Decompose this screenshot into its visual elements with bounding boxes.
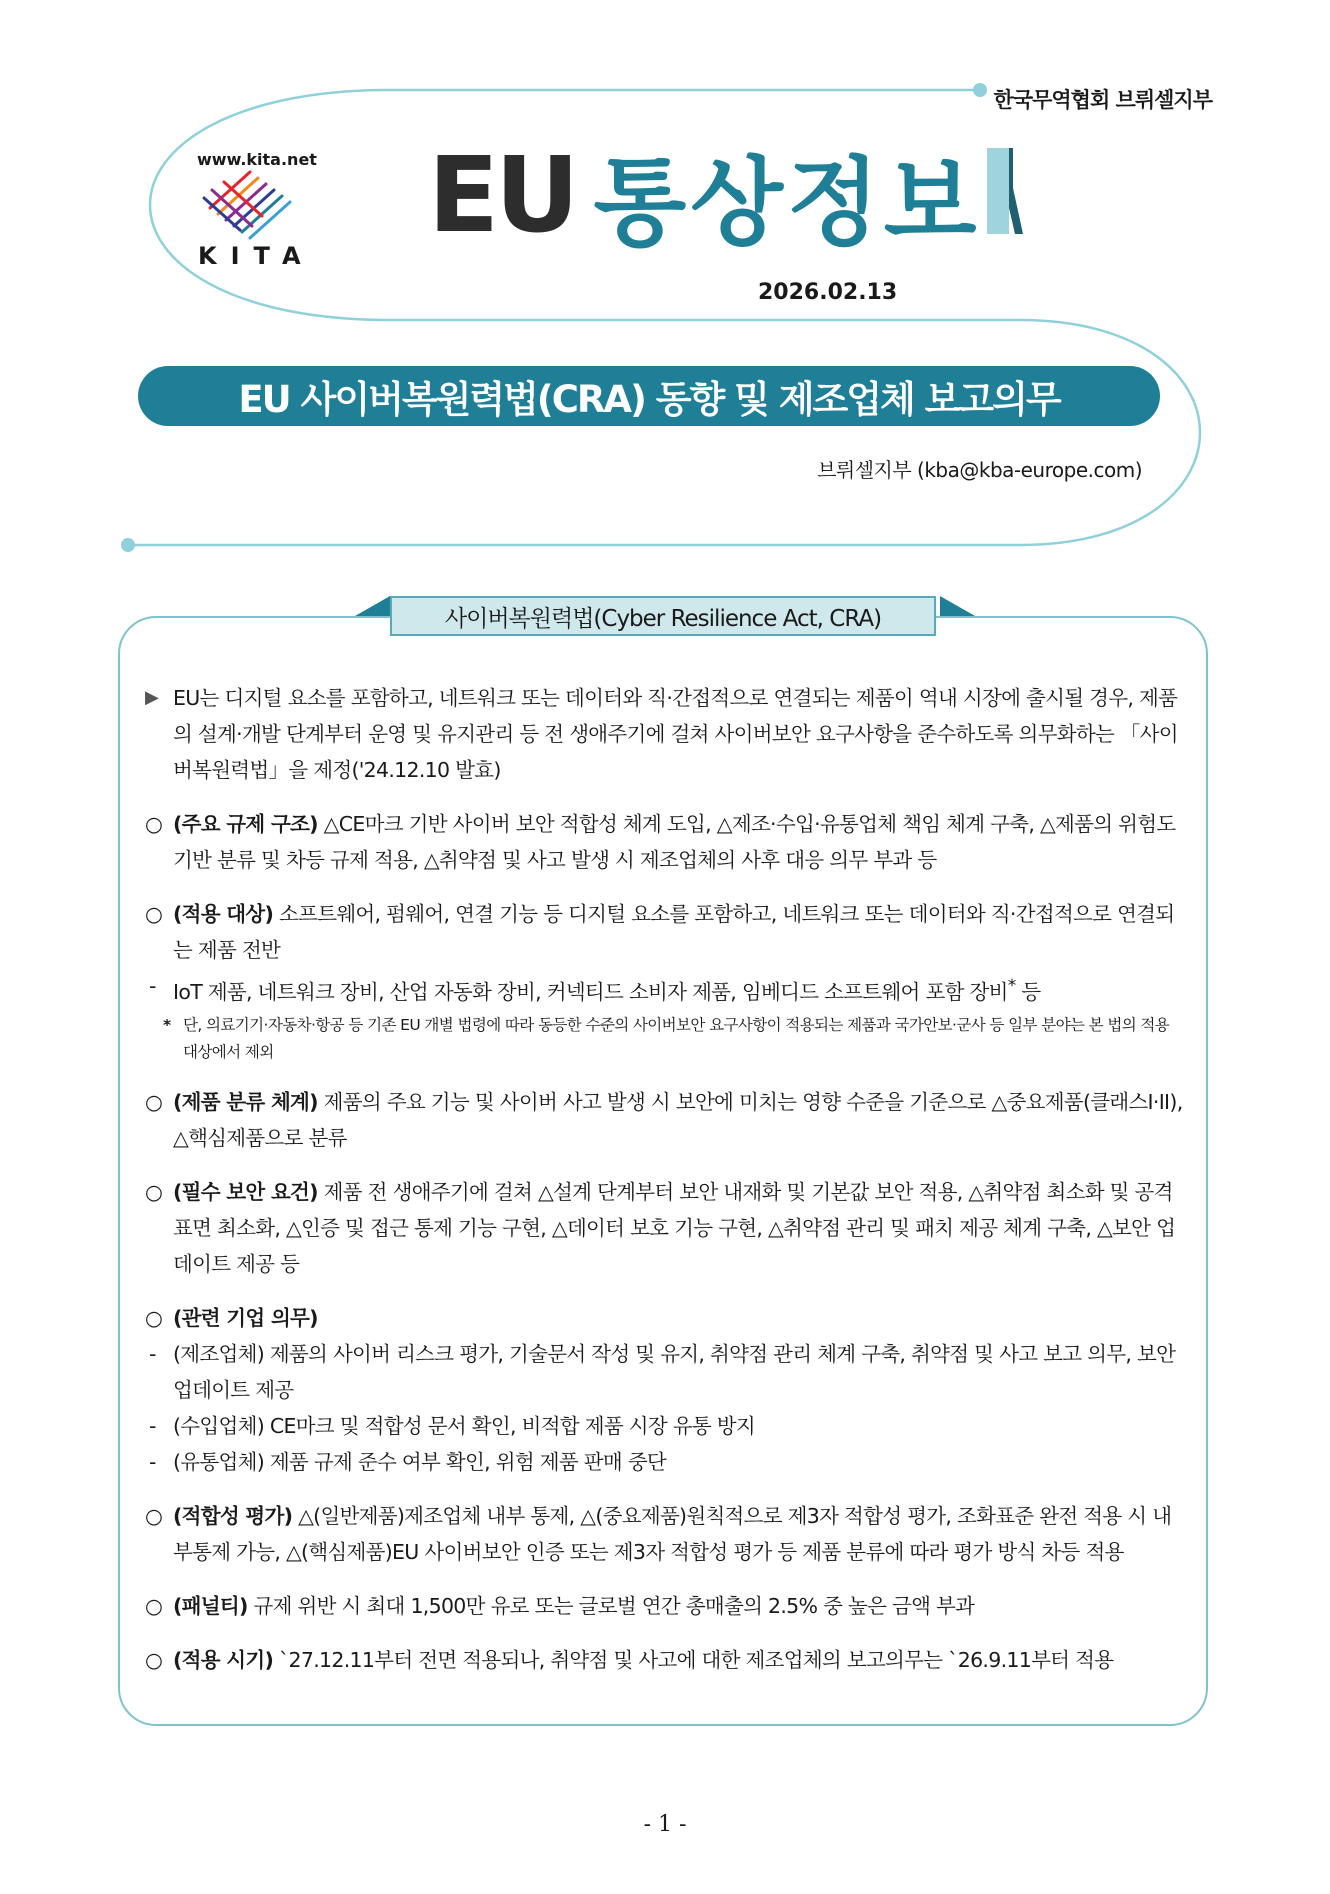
duties-manufacturer-text: (제조업체) 제품의 사이버 리스크 평가, 기술문서 작성 및 유지, 취약점 관리 체계 구축, 취약점 및 사고 보고 의무, 보안 업데이트 제공: [173, 1341, 1176, 1402]
triangle-bullet-icon: ▶: [145, 687, 159, 708]
scope-subitem-tail: 등: [1015, 979, 1041, 1004]
structure-heading: (주요 규제 구조): [173, 812, 318, 836]
circle-bullet-icon: ○: [145, 1503, 163, 1528]
scope-footnote: [145, 1012, 1185, 1066]
conformity-heading: (적합성 평가): [173, 1503, 293, 1528]
dash-bullet-icon: -: [149, 1341, 156, 1366]
banner-accent-bar: [987, 148, 1023, 234]
circle-bullet-icon: ○: [145, 1089, 163, 1114]
organization-label: 한국무역협회 브뤼셀지부: [993, 88, 1212, 112]
box-title: 사이버복원력법(Cyber Resilience Act, CRA): [390, 596, 936, 636]
timeline-paragraph: [145, 1642, 1185, 1678]
duties-paragraph: [145, 1300, 1185, 1336]
intro-text: EU는 디지털 요소를 포함하고, 네트워크 또는 데이터와 직·간접적으로 연결되는 제품이 역내 시장에 출시될 경우, 제품의 설계·개발 단계부터 운영 및 유지관리 등 전 생애주기에 걸쳐 사이버보안 요구사항을 준수하도록 의무화하는 「사이버복원력법」을 제정('24.12.10 발효): [173, 686, 1178, 782]
footnote-marker: *: [1007, 976, 1016, 996]
scope-subitem-text: IoT 제품, 네트워크 장비, 산업 자동화 장비, 커넥티드 소비자 제품, 임베디드 소프트웨어 포함 장비: [173, 979, 1008, 1004]
requirements-paragraph: [145, 1174, 1185, 1282]
requirements-text: 제품 전 생애주기에 걸쳐 △설계 단계부터 보안 내재화 및 기본값 보안 적용, △취약점 최소화 및 공격 표면 최소화, △인증 및 접근 통제 기능 구현, △데이터 보호 기능 구현, △취약점 관리 및 패치 제공 체계 구축, △보안 업데이트 제공 등: [173, 1179, 1176, 1276]
penalty-paragraph: [145, 1588, 1185, 1624]
duties-subitem-importer: [145, 1408, 1185, 1444]
conformity-paragraph: [145, 1498, 1185, 1570]
circle-bullet-icon: ○: [145, 1305, 163, 1330]
duties-heading: (관련 기업 의무): [173, 1305, 318, 1330]
scope-text: 소프트웨어, 펌웨어, 연결 기능 등 디지털 요소를 포함하고, 네트워크 또는 데이터와 직·간접적으로 연결되는 제품 전반: [173, 902, 1175, 962]
classification-text: 제품의 주요 기능 및 사이버 사고 발생 시 보안에 미치는 영향 수준을 기준으로 △중요제품(클래스I·II), △핵심제품으로 분류: [173, 1089, 1183, 1150]
kita-logo-icon: [200, 168, 300, 240]
circle-bullet-icon: ○: [145, 1179, 163, 1204]
asterisk-icon: *: [163, 1015, 171, 1034]
report-title: EU 사이버복원력법(CRA) 동향 및 제조업체 보고의무: [138, 366, 1160, 426]
kita-wordmark: KITA: [198, 242, 315, 270]
dash-bullet-icon: -: [149, 974, 156, 998]
scope-subitem: [145, 968, 1185, 1010]
circle-bullet-icon: ○: [145, 1593, 163, 1618]
banner-title: [428, 134, 981, 259]
duties-importer-text: (수입업체) CE마크 및 적합성 문서 확인, 비적합 제품 시장 유통 방지: [173, 1413, 756, 1438]
structure-text: △CE마크 기반 사이버 보안 적합성 체계 도입, △제조·수입·유통업체 책임 체계 구축, △제품의 위험도 기반 분류 및 차등 규제 적용, △취약점 및 사고 발생 시 제조업체의 사후 대응 의무 부과 등: [173, 812, 1176, 872]
circle-bullet-icon: ○: [145, 902, 163, 926]
duties-distributor-text: (유통업체) 제품 규제 준수 여부 확인, 위험 제품 판매 중단: [173, 1449, 667, 1474]
issue-date: 2026.02.13: [758, 280, 898, 305]
duties-subitem-distributor: [145, 1444, 1185, 1480]
banner-korean-title: 통상정보: [593, 146, 981, 259]
timeline-heading: (적용 시기): [173, 1647, 274, 1672]
page-number: - 1 -: [643, 1812, 687, 1837]
circle-bullet-icon: ○: [145, 812, 163, 836]
dash-bullet-icon: -: [149, 1413, 156, 1438]
duties-subitem-manufacturer: [145, 1336, 1185, 1408]
timeline-text: `27.12.11부터 전면 적용되나, 취약점 및 사고에 대한 제조업체의 보고의무는 `26.9.11부터 적용: [273, 1647, 1114, 1672]
summary-content: [145, 680, 1185, 1696]
banner-eu: EU: [428, 134, 576, 256]
conformity-text: △(일반제품)제조업체 내부 통제, △(중요제품)원칙적으로 제3자 적합성 평가, 조화표준 완전 적용 시 내부통제 가능, △(핵심제품)EU 사이버보안 인증 또는 제3자 적합성 평가 등 제품 분류에 따라 평가 방식 차등 적용: [173, 1503, 1172, 1564]
scope-paragraph: [145, 896, 1185, 968]
circle-bullet-icon: ○: [145, 1647, 163, 1672]
structure-paragraph: [145, 806, 1185, 878]
intro-paragraph: [145, 680, 1185, 788]
classification-paragraph: [145, 1084, 1185, 1156]
penalty-heading: (패널티): [173, 1593, 248, 1618]
scope-footnote-text: 단, 의료기기·자동차·항공 등 기존 EU 개별 법령에 따라 동등한 수준의 사이버보안 요구사항이 적용되는 제품과 국가안보·군사 등 일부 분야는 본 법의 적용 대상에서 제외: [183, 1015, 1170, 1061]
scope-heading: (적용 대상): [173, 902, 274, 926]
penalty-text: 규제 위반 시 최대 1,500만 유로 또는 글로벌 연간 총매출의 2.5% 중 높은 금액 부과: [247, 1593, 975, 1618]
kita-url: www.kita.net: [197, 150, 317, 169]
classification-heading: (제품 분류 체계): [173, 1089, 318, 1114]
dash-bullet-icon: -: [149, 1449, 156, 1474]
author-contact: 브뤼셀지부 (kba@kba-europe.com): [817, 458, 1142, 482]
requirements-heading: (필수 보안 요건): [173, 1179, 318, 1204]
